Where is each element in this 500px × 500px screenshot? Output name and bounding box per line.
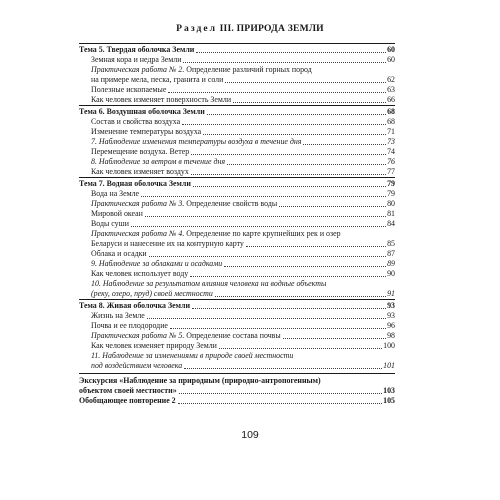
leader-dots	[219, 348, 382, 349]
excursion-line1: Экскурсия «Наблюдение за природным (природно-антропогенным)	[79, 376, 321, 385]
leader-dots	[233, 102, 386, 103]
list-item-text	[91, 85, 166, 95]
page-ref: 63	[387, 85, 395, 94]
list-item-text	[91, 147, 189, 157]
observation-text: 7. Наблюдение изменения температуры воздуха в течение дня	[91, 137, 302, 146]
leader-dots	[141, 196, 386, 197]
table-of-contents	[79, 43, 395, 406]
practical-work-label: Практическая работа № 3.	[91, 199, 185, 208]
item-text: Полезные ископаемые	[91, 85, 167, 94]
observation-text: 9. Наблюдение за облаками и осадками	[91, 259, 223, 268]
observation-line	[79, 279, 395, 289]
list-item	[79, 249, 395, 259]
list-item-text	[91, 167, 189, 177]
practical-work	[79, 331, 395, 341]
page-ref: 66	[387, 95, 395, 104]
page-ref: 76	[387, 157, 395, 166]
observation-text: 10. Наблюдение за результатом влияния человека на водные объекты	[91, 279, 327, 288]
review-entry-text	[79, 396, 176, 406]
practical-work-label: Практическая работа № 4.	[91, 229, 185, 238]
leader-dots	[207, 114, 386, 115]
leader-dots	[279, 206, 386, 207]
topic-block	[79, 299, 395, 371]
item-text: Как человек изменяет природу Земли	[91, 341, 217, 350]
page-ref: 87	[387, 249, 395, 258]
topic-title: Тема 5. Твердая оболочка Земли	[79, 45, 195, 54]
list-item	[79, 55, 395, 65]
list-item	[79, 219, 395, 229]
list-item	[79, 311, 395, 321]
page-ref: 79	[387, 179, 395, 188]
observation	[79, 157, 395, 167]
item-text: Как человек изменяет поверхность Земли	[91, 95, 232, 104]
practical-work-line	[79, 229, 395, 239]
list-item	[79, 127, 395, 137]
page-ref: 85	[387, 239, 395, 248]
leader-dots	[149, 256, 386, 257]
item-text: Воды суши	[91, 219, 129, 228]
page-ref: 68	[387, 107, 395, 116]
practical-work-text: Определение различий горных пород	[186, 65, 312, 74]
page-ref: 79	[387, 189, 395, 198]
list-item	[79, 209, 395, 219]
item-text: Почва и ее плодородие	[91, 321, 168, 330]
leader-dots	[193, 186, 386, 187]
page-ref: 91	[387, 289, 395, 298]
list-item-text	[91, 249, 147, 259]
observation-line2-text	[91, 289, 213, 299]
page-ref: 74	[387, 147, 395, 156]
page-ref: 80	[387, 199, 395, 208]
page-ref: 93	[387, 301, 395, 310]
observation-text2: (реку, озеро, пруд) своей местности	[91, 289, 213, 298]
list-item	[79, 85, 395, 95]
practical-work-line2	[79, 239, 395, 249]
page-ref: 98	[387, 331, 395, 340]
practical-work-text: Определение по карте крупнейших рек и озер	[186, 229, 341, 238]
item-text: Мировой океан	[91, 209, 143, 218]
page-ref: 90	[387, 269, 395, 278]
list-item-text	[91, 219, 129, 229]
list-item	[79, 341, 395, 351]
list-item-text	[91, 321, 168, 331]
page-ref: 77	[387, 167, 395, 176]
practical-work-text	[91, 331, 281, 341]
section-title	[0, 23, 500, 34]
item-text: Облака и осадки	[91, 249, 147, 258]
page-ref: 93	[387, 311, 395, 320]
topic-heading	[79, 45, 395, 55]
practical-work-text: Определение состава почвы	[186, 331, 281, 340]
observation-line2	[79, 361, 395, 371]
practical-work-text2: Беларуси и нанесение их на контурную карту	[91, 239, 244, 248]
list-item	[79, 189, 395, 199]
observation-text	[91, 137, 301, 147]
observation-line2-text	[91, 361, 182, 371]
list-item	[79, 167, 395, 177]
item-text: Как человек использует воду	[91, 269, 189, 278]
topic-heading	[79, 301, 395, 311]
practical-work-label: Практическая работа № 5.	[91, 331, 185, 340]
list-item-text	[91, 189, 139, 199]
review-text: Обобщающее повторение 2	[79, 396, 176, 405]
page-ref: 84	[387, 219, 395, 228]
page-ref: 60	[387, 45, 395, 54]
observation-line	[79, 351, 395, 361]
observation-text	[91, 259, 222, 269]
list-item-text	[91, 341, 217, 351]
page-ref: 73	[387, 137, 395, 146]
excursion-line2-text	[79, 386, 177, 396]
topic-heading-text	[79, 45, 194, 55]
page-number: 109	[241, 429, 259, 441]
leader-dots	[183, 62, 386, 63]
list-item-text	[91, 95, 231, 105]
list-item	[79, 321, 395, 331]
topic-block	[79, 43, 395, 105]
observation-text2: под воздействием человека	[91, 361, 183, 370]
topic-title: Тема 8. Живая оболочка Земли	[79, 301, 190, 310]
topic-block	[79, 177, 395, 299]
leader-dots	[182, 124, 386, 125]
list-item-text	[91, 311, 145, 321]
observation-line2	[79, 289, 395, 299]
list-item-text	[91, 55, 181, 65]
review-entry	[79, 396, 395, 406]
observation-text: 8. Наблюдение за ветром в течение дня	[91, 157, 226, 166]
topic-heading-text	[79, 301, 190, 311]
observation	[79, 259, 395, 269]
topic-title: Тема 7. Водная оболочка Земли	[79, 179, 191, 188]
leader-dots	[224, 266, 386, 267]
practical-work-text	[91, 199, 277, 209]
list-item-text	[91, 209, 143, 219]
page-ref: 103	[383, 386, 395, 395]
page-ref: 100	[383, 341, 395, 350]
leader-dots	[203, 134, 386, 135]
topic-heading-text	[79, 179, 191, 189]
leader-dots	[191, 174, 386, 175]
section-prefix: Раздел	[176, 23, 217, 34]
item-text: Как человек изменяет воздух	[91, 167, 189, 176]
leader-dots	[227, 164, 386, 165]
practical-work	[79, 199, 395, 209]
list-item	[79, 269, 395, 279]
item-text: Состав и свойства воздуха	[91, 117, 181, 126]
page-ref: 81	[387, 209, 395, 218]
list-item-text	[91, 117, 180, 127]
practical-work-line2	[79, 75, 395, 85]
leader-dots	[190, 276, 386, 277]
leader-dots	[196, 52, 386, 53]
topic-block	[79, 105, 395, 177]
page-ref: 105	[383, 396, 395, 405]
leader-dots	[178, 403, 383, 404]
list-item	[79, 95, 395, 105]
item-text: Вода на Земле	[91, 189, 140, 198]
leader-dots	[170, 328, 386, 329]
page-ref: 96	[387, 321, 395, 330]
practical-work-text: Определение свойств воды	[186, 199, 278, 208]
observation-text	[91, 157, 225, 167]
excursion-line2	[79, 386, 395, 396]
practical-work-label: Практическая работа № 2.	[91, 65, 185, 74]
leader-dots	[246, 246, 386, 247]
leader-dots	[147, 318, 386, 319]
practical-work-line2-text	[91, 75, 223, 85]
topic-title: Тема 6. Воздушная оболочка Земли	[79, 107, 205, 116]
leader-dots	[303, 144, 386, 145]
page-ref: 62	[387, 75, 395, 84]
leader-dots	[192, 308, 386, 309]
leader-dots	[191, 154, 386, 155]
leader-dots	[168, 92, 386, 93]
list-item-text	[91, 127, 201, 137]
leader-dots	[225, 82, 386, 83]
page-ref: 60	[387, 55, 395, 64]
section-name: III. ПРИРОДА ЗЕМЛИ	[219, 23, 324, 34]
excursion-text2: объектом своей местности»	[79, 386, 177, 395]
item-text: Жизнь на Земле	[91, 311, 145, 320]
leader-dots	[283, 338, 386, 339]
item-text: Перемещение воздуха. Ветер	[91, 147, 190, 156]
practical-work-line	[79, 65, 395, 75]
page-ref: 101	[383, 361, 395, 370]
leader-dots	[145, 216, 386, 217]
page-ref: 68	[387, 117, 395, 126]
list-item	[79, 117, 395, 127]
leader-dots	[215, 296, 386, 297]
excursion-entry	[79, 373, 395, 396]
item-text: Изменение температуры воздуха	[91, 127, 202, 136]
leader-dots	[131, 226, 386, 227]
topic-heading	[79, 179, 395, 189]
page-ref: 71	[387, 127, 395, 136]
practical-work-line2-text	[91, 239, 244, 249]
leader-dots	[179, 393, 383, 394]
observation	[79, 137, 395, 147]
list-item	[79, 147, 395, 157]
observation-text: 11. Наблюдение за изменениями в природе своей местности	[91, 351, 294, 360]
topic-heading	[79, 107, 395, 117]
list-item-text	[91, 269, 188, 279]
practical-work-text2: на примере мела, песка, гранита и соли	[91, 75, 224, 84]
item-text: Земная кора и недра Земли	[91, 55, 182, 64]
leader-dots	[184, 368, 382, 369]
topic-heading-text	[79, 107, 205, 117]
page-ref: 89	[387, 259, 395, 268]
